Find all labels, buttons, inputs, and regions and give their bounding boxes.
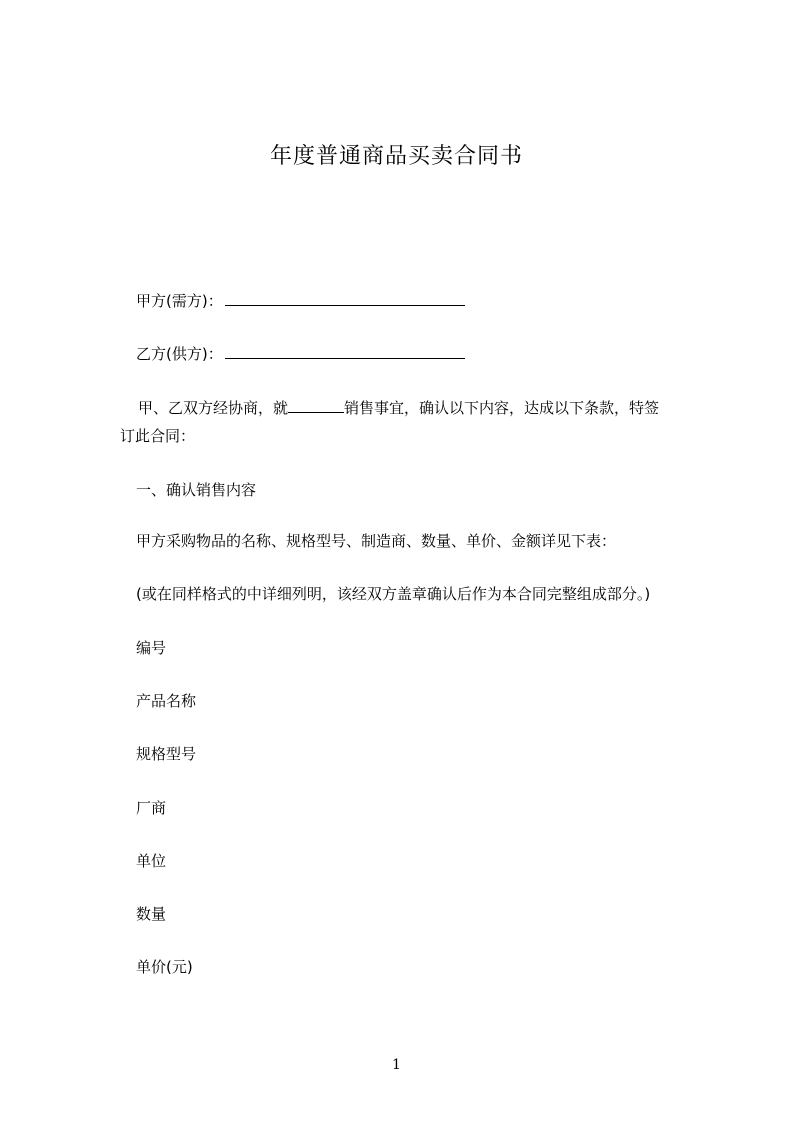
field-item: 单价(元) bbox=[136, 958, 193, 976]
party-b-blank bbox=[225, 344, 465, 359]
party-b-label: 乙方(供方)： bbox=[136, 345, 223, 363]
party-a-blank bbox=[225, 291, 465, 306]
intro-text-part3: 订此合同： bbox=[120, 427, 196, 445]
section1-heading: 一、确认销售内容 bbox=[136, 481, 257, 499]
field-item: 产品名称 bbox=[136, 692, 197, 710]
field-item: 单位 bbox=[136, 852, 167, 870]
party-a-label: 甲方(需方)： bbox=[136, 292, 223, 310]
section1-text: 甲方采购物品的名称、规格型号、制造商、数量、单价、金额详见下表： bbox=[136, 532, 617, 550]
contract-title: 年度普通商品买卖合同书 bbox=[269, 144, 523, 169]
intro-text-part2: 销售事宜，确认以下内容，达成以下条款，特签 bbox=[344, 399, 660, 417]
intro-text-part1: 甲、乙双方经协商，就 bbox=[138, 399, 289, 417]
party-b-line bbox=[136, 343, 465, 365]
field-item: 厂商 bbox=[136, 799, 167, 817]
party-a-line bbox=[136, 290, 465, 312]
field-item: 编号 bbox=[136, 639, 167, 657]
field-item: 数量 bbox=[136, 905, 167, 923]
intro-line-1 bbox=[138, 397, 659, 419]
page-number: 1 bbox=[392, 1057, 401, 1073]
intro-blank bbox=[288, 398, 344, 413]
section1-note: (或在同样格式的中详细列明，该经双方盖章确认后作为本合同完整组成部分。) bbox=[136, 585, 651, 603]
field-item: 规格型号 bbox=[136, 745, 197, 763]
